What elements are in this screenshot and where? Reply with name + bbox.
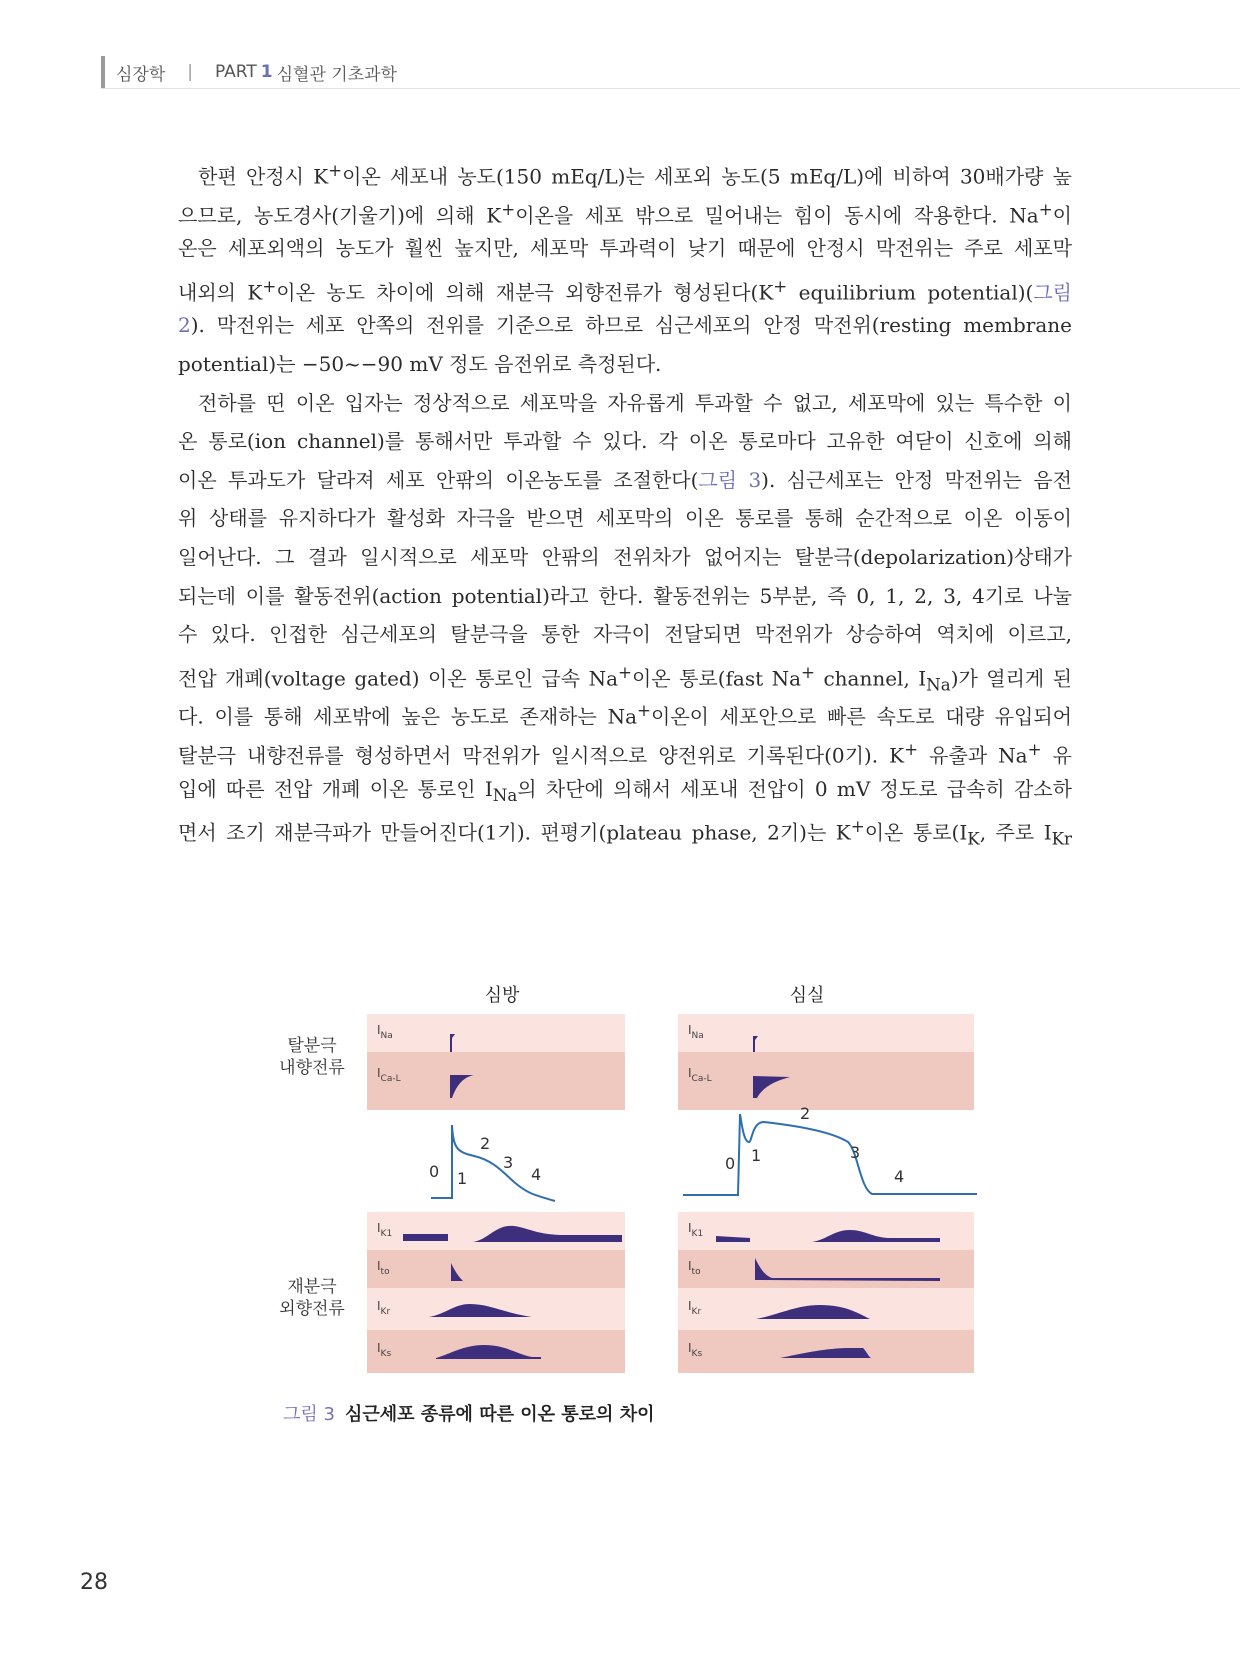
ventricle-phase-3: 3 [850,1143,861,1162]
ventricle-phase-0: 0 [725,1154,736,1173]
header-part-title: 심혈관 기초과학 [276,64,397,85]
figure-caption-text: 심근세포 종류에 따른 이온 통로의 차이 [344,1404,655,1425]
text-line: 전하를 띤 이온 입자는 정상적으로 세포막을 자유롭게 투과할 수 없고, 세포막에 있는 특수한 이 [198,390,1072,415]
body-text [178,152,1072,847]
figure-caption [283,1400,655,1426]
text-line: 한편 안정시 K+이온 세포내 농도(150 mEq/L)는 세포외 농도(5 mEq/L)에 비하여 30배가량 높 [198,161,1072,189]
ventricle-column-title: 심실 [789,985,825,1006]
inward-group-label-2: 내향전류 [279,1058,345,1078]
ventricle-label-iks: $I_{Ks}$ [688,1341,703,1359]
ventricle-band-ina [678,1014,974,1052]
inward-group-label-1: 탈분극 [287,1036,337,1056]
header-part-label: PART [215,62,257,82]
text-line: 내외의 K+이온 농도 차이에 의해 재분극 외향전류가 형성된다(K+ equilibrium potential)(그림 [178,276,1072,305]
text-line: 탈분극 내향전류를 형성하면서 막전위가 일시적으로 양전위로 기록된다(0기). K+ 유출과 Na+ 유 [178,739,1072,768]
text-line: 으므로, 농도경사(기울기)에 의해 K+이온을 세포 밖으로 밀어내는 힘이 동시에 작용한다. Na+이 [178,199,1072,228]
ventricle-label-ito: $I_{to}$ [688,1259,701,1277]
text-line: 일어난다. 그 결과 일시적으로 세포막 안팎의 전위차가 없어지는 탈분극(depolarization)상태가 [178,544,1072,569]
figure-reference-link[interactable]: 2 [178,313,191,338]
ventricle-label-ikr: $I_{Kr}$ [688,1299,702,1317]
atrium-label-ik1: $I_{K1}$ [377,1221,393,1239]
figure-caption-number: 그림 3 [283,1404,335,1425]
running-header [102,56,397,88]
ventricle-phase-2: 2 [800,1104,811,1123]
ventricle-band-ik1 [678,1212,974,1250]
atrium-column-title: 심방 [484,985,520,1006]
ventricle-label-ina: $I_{Na}$ [688,1023,704,1041]
ventricle-phase-4: 4 [894,1167,905,1186]
text-line: 이온 투과도가 달라져 세포 안팎의 이온농도를 조절한다(그림 3). 심근세포는 안정 막전위는 음전 [178,467,1072,492]
atrium-label-ical: $I_{Ca-L}$ [377,1066,401,1084]
figure-reference-link[interactable]: 그림 [1033,280,1072,305]
atrium-label-ikr: $I_{Kr}$ [377,1299,391,1317]
atrium-phase-2: 2 [480,1134,491,1153]
text-line: 온 통로(ion channel)를 통해서만 투과할 수 있다. 각 이온 통로마다 고유한 여닫이 신호에 의해 [178,429,1072,454]
text-line: 위 상태를 유지하다가 활성화 자극을 받으면 세포막의 이온 통로를 통해 순간적으로 이온 이동이 [178,506,1072,531]
figure-svg [260,976,980,1396]
outward-group-label-1: 재분극 [287,1277,337,1297]
ion-channel-figure [260,976,980,1446]
atrium-band-ina [367,1014,625,1052]
figure-reference-link[interactable]: 그림 3 [698,467,762,492]
atrium-phase-4: 4 [531,1165,542,1184]
header-part-number: 1 [260,62,273,82]
ventricle-band-ito [678,1250,974,1288]
ventricle-label-ik1: $I_{K1}$ [688,1221,704,1239]
atrium-phase-1: 1 [457,1169,468,1188]
text-line: potential)는 −50~−90 mV 정도 음전위로 측정된다. [178,351,662,376]
header-rule [101,88,1240,89]
atrium-phase-3: 3 [503,1153,514,1172]
text-line: 전압 개폐(voltage gated) 이온 통로인 급속 Na+이온 통로(fast Na+ channel, $I_{Na}$)가 열리게 된 [178,662,1072,693]
atrium-label-ina: $I_{Na}$ [377,1023,393,1041]
atrium-label-ito: $I_{to}$ [377,1259,390,1277]
atrium-label-iks: $I_{Ks}$ [377,1341,392,1359]
outward-group-label-2: 외향전류 [279,1299,345,1319]
ventricle-band-ical [678,1052,974,1110]
text-line: 입에 따른 전압 개폐 이온 통로인 $I_{Na}$의 차단에 의해서 세포내 전압이 0 mV 정도로 급속히 감소하 [178,776,1072,805]
ventricle-phase-1: 1 [751,1146,762,1165]
header-separator: | [187,62,194,82]
text-line: 다. 이를 통해 세포밖에 높은 농도로 존재하는 Na+이온이 세포안으로 빠른 속도로 대량 유입되어 [178,701,1072,729]
header-book-title: 심장학 [116,64,166,85]
text-line: 되는데 이를 활동전위(action potential)라고 한다. 활동전위는 5부분, 즉 0, 1, 2, 3, 4기로 나눌 [178,583,1072,608]
atrium-band-ical [367,1052,625,1110]
page-number: 28 [80,1570,108,1595]
text-line: 수 있다. 인접한 심근세포의 탈분극을 통한 자극이 전달되면 막전위가 상승하여 역치에 이르고, [178,622,1072,647]
text-line: 온은 세포외액의 농도가 훨씬 높지만, 세포막 투과력이 낮기 때문에 안정시 막전위는 주로 세포막 [178,236,1072,261]
atrium-action-potential [431,1125,555,1201]
ventricle-label-ical: $I_{Ca-L}$ [688,1066,712,1084]
atrium-phase-0: 0 [429,1162,440,1181]
atrium-ik1-trace-left [403,1234,448,1241]
text-line: 2). 막전위는 세포 안쪽의 전위를 기준으로 하므로 심근세포의 안정 막전위(resting membrane [178,313,1072,338]
text-line: 면서 조기 재분극파가 만들어진다(1기). 편평기(plateau phase, 2기)는 K+이온 통로($I_K$, 주로 $I_{Kr}$ [178,817,1072,847]
atrium-band-ito [367,1250,625,1288]
